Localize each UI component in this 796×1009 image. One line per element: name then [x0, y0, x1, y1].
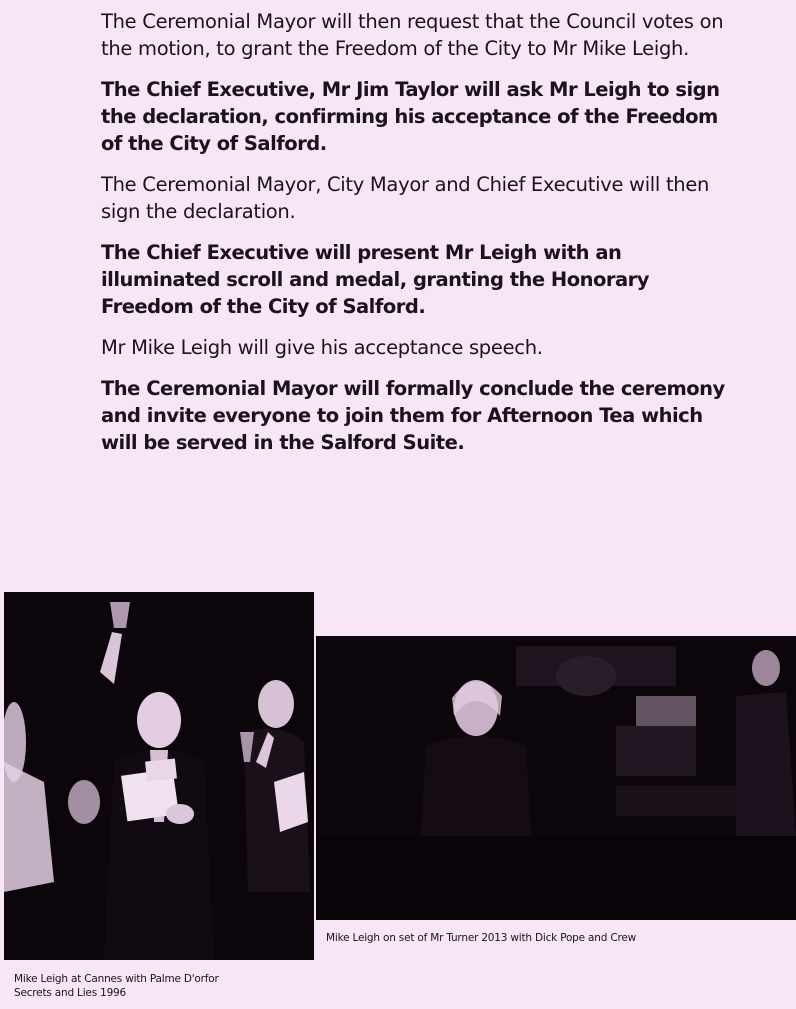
photo-mr-turner-set: [316, 636, 796, 920]
paragraph-sign-declaration: The Chief Executive, Mr Jim Taylor will ask Mr Leigh to sign the declaration, confirming his acceptance of the Freedom of the City of Salford.: [101, 78, 720, 155]
paragraph-conclude-ceremony: The Ceremonial Mayor will formally conclude the ceremony and invite everyone to join them for Afternoon Tea which will be served in the Salford Suite.: [101, 377, 725, 454]
paragraph-council-vote: The Ceremonial Mayor will then request that the Council votes on the motion, to grant the Freedom of the City to Mr Mike Leigh.: [101, 10, 724, 60]
photo-cannes: [4, 592, 314, 960]
caption-cannes-line1: Mike Leigh at Cannes with Palme D'orfor: [14, 973, 219, 985]
photo-cannes-image: [4, 592, 314, 960]
ceremony-order-text: [101, 8, 741, 470]
caption-mr-turner: Mike Leigh on set of Mr Turner 2013 with Dick Pope and Crew: [326, 932, 636, 944]
caption-cannes-line2: Secrets and Lies 1996: [14, 987, 127, 999]
photo-mr-turner-image: [316, 636, 796, 920]
paragraph-present-scroll: The Chief Executive will present Mr Leigh with an illuminated scroll and medal, granting the Honorary Freedom of the City of Salford.: [101, 241, 650, 318]
caption-cannes: [14, 972, 274, 1000]
paragraph-officials-sign: The Ceremonial Mayor, City Mayor and Chief Executive will then sign the declaration.: [101, 173, 710, 223]
paragraph-acceptance-speech: Mr Mike Leigh will give his acceptance speech.: [101, 336, 543, 359]
